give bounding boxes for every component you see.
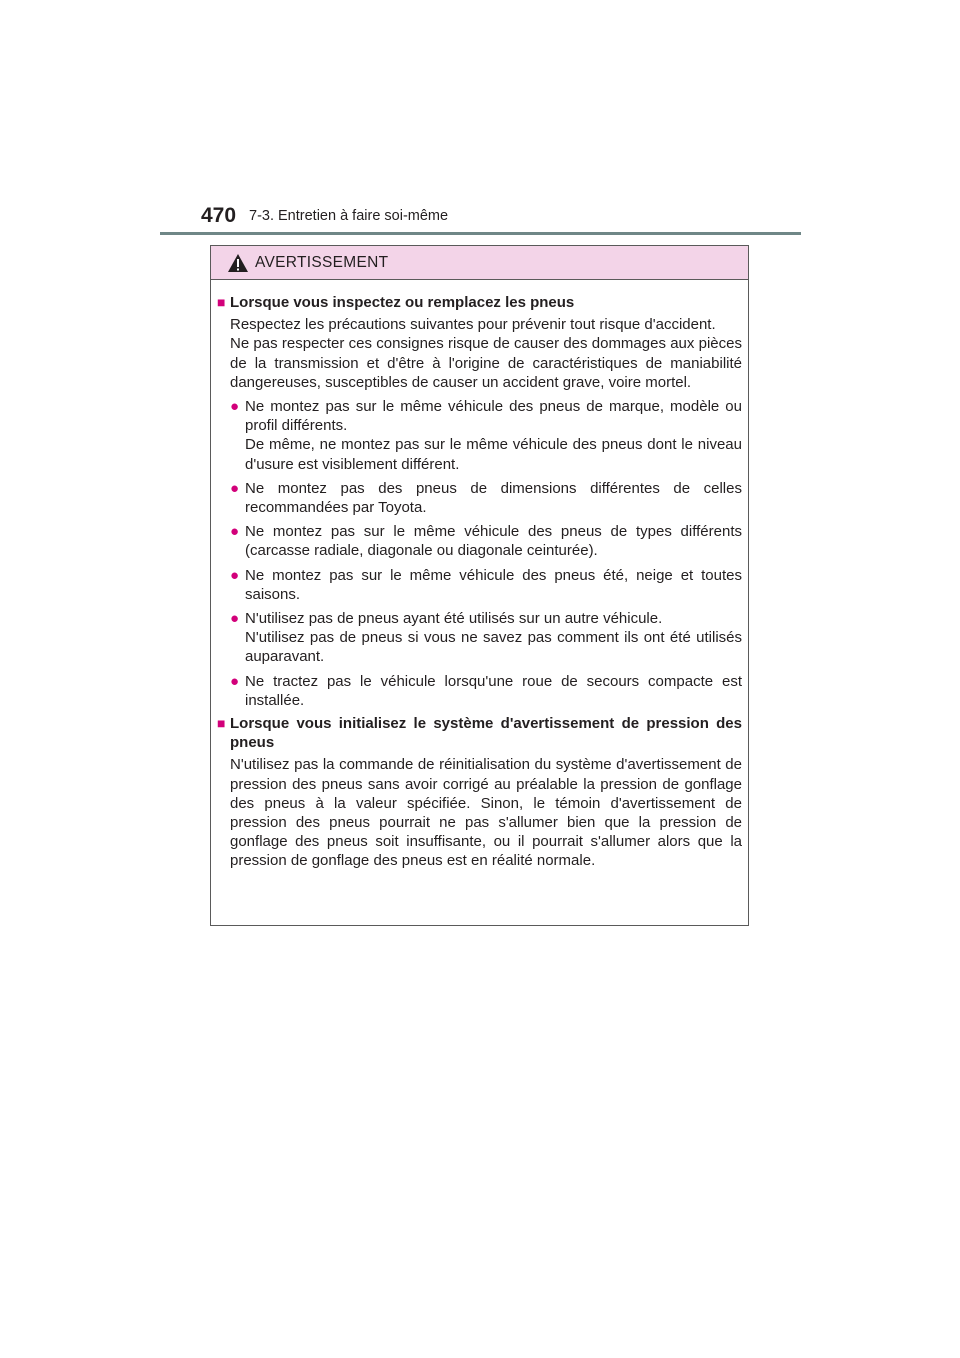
list-item [230, 566, 742, 604]
list-item-text: Ne montez pas sur le même véhicule des pneus été, neige et toutes saisons. [245, 566, 742, 603]
warning-box [210, 245, 749, 926]
page-number: 470 [201, 204, 237, 227]
section-heading [217, 293, 742, 312]
section-paragraph: Respectez les précautions suivantes pour prévenir tout risque d'accident. Ne pas respecter ces consignes risque de causer des dommages aux pièces de la transmission et d'être à l'origine de caractéristiques de maniabilité dangereuses, susceptibles de causer un accident grave, voire mortel. [230, 316, 742, 391]
warning-title: AVERTISSEMENT [255, 253, 389, 271]
list-item [230, 397, 742, 474]
circle-bullet-icon: ● [230, 610, 240, 628]
section-heading-text: Lorsque vous inspectez ou remplacez les pneus [230, 294, 575, 311]
list-item-text: Ne montez pas des pneus de dimensions différentes de celles recommandées par Toyota. [245, 479, 742, 517]
list-item-text: N'utilisez pas de pneus ayant été utilisés sur un autre véhicule. N'utilisez pas de pneus si vous ne savez pas comment ils ont été utilisés auparavant. [245, 610, 742, 666]
list-item [230, 672, 742, 710]
list-item-text: Ne montez pas sur le même véhicule des pneus de marque, modèle ou profil différents. De même, ne montez pas sur le même véhicule des pneus dont le niveau d'usure est visiblement différent. [245, 398, 742, 473]
list-item [230, 479, 742, 517]
warning-body [211, 280, 748, 871]
square-bullet-icon: ■ [217, 715, 226, 732]
section-heading-text: Lorsque vous initialisez le système d'avertissement de pression des pneus [230, 715, 742, 752]
section-heading [217, 714, 742, 752]
section-title: 7-3. Entretien à faire soi-même [249, 208, 449, 224]
square-bullet-icon: ■ [217, 294, 226, 310]
list-item [230, 522, 742, 560]
circle-bullet-icon: ● [230, 523, 240, 541]
header-rule [160, 232, 801, 235]
list-item [230, 609, 742, 667]
circle-bullet-icon: ● [230, 672, 240, 690]
circle-bullet-icon: ● [230, 566, 240, 584]
section-paragraph: N'utilisez pas la commande de réinitialisation du système d'avertissement de pression des pneus sans avoir corrigé au préalable la pression de gonflage des pneus à la valeur spécifiée. Sinon, le témoin d'avertissement de pression des pneus pourrait ne pas s'allumer bien que la pression de gonflage des pneus soit insuffisante, ou il pourrait s'allumer alors que la pression de gonflage des pneus est en réalité normale. [230, 756, 742, 870]
circle-bullet-icon: ● [230, 398, 240, 416]
warning-header [211, 246, 748, 280]
circle-bullet-icon: ● [230, 479, 240, 497]
warning-triangle-icon [227, 253, 249, 273]
list-item-text: Ne tractez pas le véhicule lorsqu'une roue de secours compacte est installée. [245, 672, 742, 709]
list-item-text: Ne montez pas sur le même véhicule des pneus de types différents (carcasse radiale, diagonale ou diagonale ceinturée). [245, 523, 742, 560]
